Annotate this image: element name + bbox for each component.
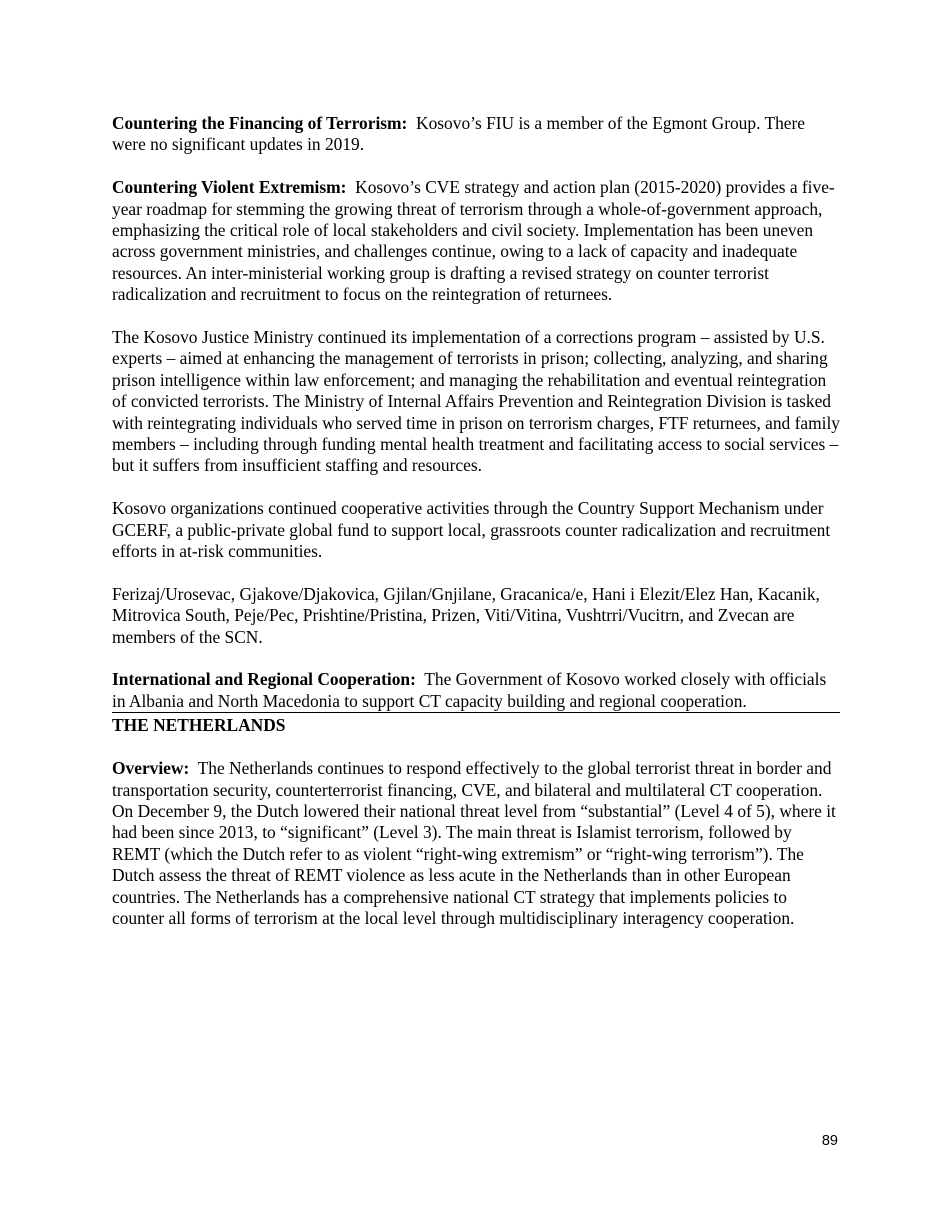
- paragraph-international-cooperation: [112, 669, 840, 712]
- paragraph-text: Ferizaj/Urosevac, Gjakove/Djakovica, Gjilan/Gnjilane, Gracanica/e, Hani i Elezit/Elez Han, Kacanik, Mitrovica South, Peje/Pec, Prishtine/Pristina, Prizen, Viti/Vitina, Vushtrri/Vucitrn, and Zvecan are members of the SCN.: [112, 583, 820, 647]
- paragraph-text: Kosovo organizations continued cooperative activities through the Country Support Mechanism under GCERF, a public-private global fund to support local, grassroots counter radicalization and recruitment efforts in at-risk communities.: [112, 498, 831, 562]
- section-title: THE NETHERLANDS: [112, 715, 286, 736]
- paragraph-heading: International and Regional Cooperation:: [112, 669, 416, 690]
- paragraph-gcerf: [112, 498, 840, 562]
- paragraph-text: Kosovo’s FIU is a member of the Egmont Group. There were no significant updates in 2019.: [112, 113, 806, 155]
- paragraph-text: The Netherlands continues to respond effectively to the global terrorist threat in border and transportation security, counterterrorist financing, CVE, and bilateral and multilateral CT cooperation. On December 9, the Dutch lowered their national threat level from “substantial” (Level 4 of 5), where it had been since 2013, to “significant” (Level 3). The main threat is Islamist terrorism, followed by REMT (which the Dutch refer to as violent “right-wing extremism” or “right-wing terrorism”). The Dutch assess the threat of REMT violence as less acute in the Netherlands than in other European countries. The Netherlands has a comprehensive national CT strategy that implements policies to counter all forms of terrorism at the local level through multidisciplinary interagency cooperation.: [112, 758, 836, 928]
- paragraph-text: The Government of Kosovo worked closely with officials in Albania and North Macedonia to support CT capacity building and regional cooperation.: [112, 669, 827, 711]
- paragraph-heading: Countering the Financing of Terrorism:: [112, 113, 408, 133]
- section-divider: [112, 712, 840, 713]
- paragraph-netherlands-overview: [112, 758, 840, 929]
- paragraph-scn-members: [112, 584, 840, 648]
- paragraph-cft: [112, 113, 840, 156]
- paragraph-text: The Kosovo Justice Ministry continued its implementation of a corrections program – assisted by U.S. experts – aimed at enhancing the management of terrorists in prison; collecting, analyzing, and sharing prison intelligence within law enforcement; and managing the rehabilitation and eventual reintegration of convicted terrorists. The Ministry of Internal Affairs Prevention and Reintegration Division is tasked with reintegrating individuals who served time in prison on terrorism charges, FTF returnees, and family members – including through funding mental health treatment and facilitating access to social services – but it suffers from insufficient staffing and resources.: [112, 327, 840, 476]
- paragraph-text: Kosovo’s CVE strategy and action plan (2015-2020) provides a five-year roadmap for stemming the growing threat of terrorism through a whole-of-government approach, emphasizing the critical role of local stakeholders and civil society. Implementation has been uneven across government ministries, and challenges continue, owing to a lack of capacity and inadequate resources. An inter-ministerial working group is drafting a revised strategy on counter terrorist radicalization and recruitment to focus on the reintegration of returnees.: [112, 177, 835, 305]
- paragraph-heading: Countering Violent Extremism:: [112, 177, 347, 198]
- document-page: [112, 113, 840, 951]
- paragraph-cve: [112, 177, 840, 305]
- page-number: 89: [821, 1133, 838, 1149]
- paragraph-heading: Overview:: [112, 758, 190, 779]
- paragraph-justice-ministry: [112, 327, 840, 477]
